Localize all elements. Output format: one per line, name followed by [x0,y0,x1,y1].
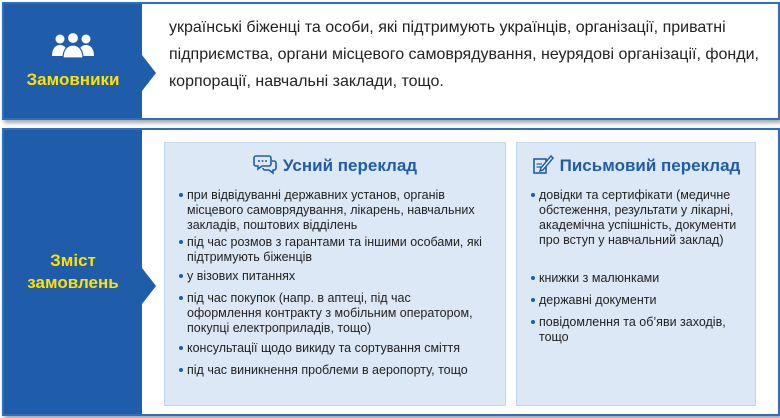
written-card-header [517,155,755,177]
oral-list-item: у візових питаннях [187,269,487,284]
oral-list-item: під час розмов з гарантами та іншими особами, які підтримують біженців [187,235,497,265]
written-list-item: повідомлення та об’яви заходів, тощо [539,315,749,345]
speech-bubble-icon [253,153,283,180]
oral-card-header [165,155,505,177]
oral-list-item: при відвідуванні державних установ, органів місцевого самоврядування, лікарень, навчальних закладів, поштових відділень [187,188,487,233]
content-label-line2: замовлень [27,273,119,292]
customers-label: Замовники [26,70,120,89]
pen-document-icon [532,153,560,180]
oral-list-item: консультації щодо викиду та сортування сміття [187,341,497,356]
oral-list-item: під час покупок (напр. в аптеці, під час оформлення контракту з мобільним оператором, покупці електроприладів, тощо) [187,291,477,336]
oral-translation-card [164,142,506,406]
oral-list-item: під час виникнення проблеми в аеропорту, тощо [187,363,487,378]
written-list-item: державні документи [539,293,739,308]
written-card-title: Письмовий переклад [559,156,741,175]
written-translation-card [516,142,756,406]
written-list-item: книжки з малюнками [539,271,739,286]
content-arrow [142,268,156,304]
oral-card-title: Усний переклад [282,156,418,175]
content-label-box [4,130,142,414]
customers-text: українські біженці та особи, які підтримують українців, організації, приватні підприємства, органи місцевого самоврядування, неурядові організації, фонди, корпорації, навчальні заклади, тощо. [169,19,759,90]
content-panel [2,128,780,416]
customers-panel [2,2,780,120]
people-icon [50,32,96,63]
customers-arrow [142,55,156,91]
customers-label-box [4,4,142,118]
written-list-item: довідки та сертифікати (медичне обстеження, результати у лікарні, академічна успішність, документи про вступ у навчальний заклад) [539,188,747,248]
content-label-line1: Зміст [50,251,96,270]
